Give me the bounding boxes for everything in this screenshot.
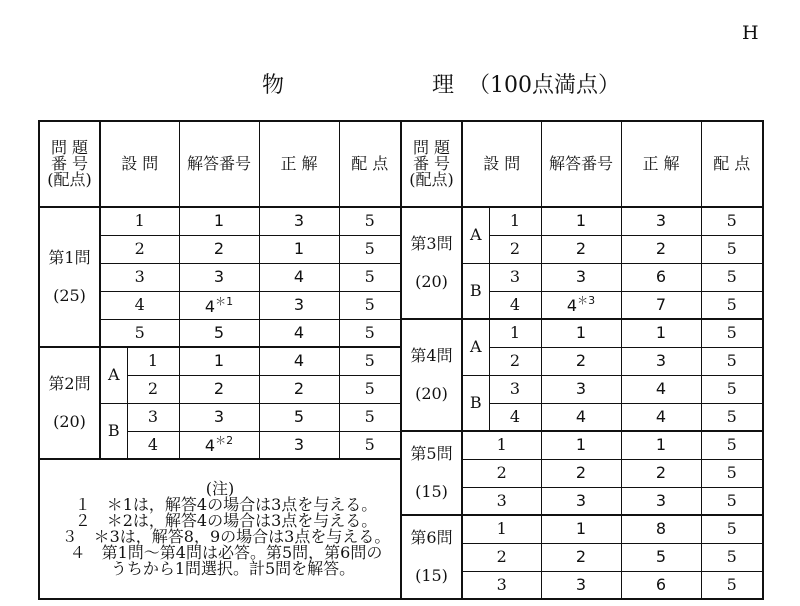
q6-correct-answer: 5 — [621, 543, 701, 571]
q5-answer-number: 3 — [541, 487, 621, 515]
header-setsumon: 設 問 — [100, 121, 179, 207]
q4-section-label — [401, 319, 462, 431]
table-row — [39, 319, 763, 347]
q6-setsumon: 1 — [462, 515, 541, 543]
q2-answer-number: 2 — [179, 375, 259, 403]
q6-correct-answer: 6 — [621, 571, 701, 599]
header-haiten-paren: (配点) — [47, 170, 92, 189]
q4-score: 5 — [701, 347, 763, 375]
q1-answer-number: 5 — [179, 319, 259, 347]
q5-score: 5 — [701, 459, 763, 487]
q3-answer-number — [541, 291, 621, 319]
q2-group-b: B — [100, 403, 127, 459]
q1-answer-number: 2 — [179, 235, 259, 263]
q2-setsumon: 3 — [127, 403, 179, 431]
q5-section-label — [401, 431, 462, 515]
q2-setsumon: 4 — [127, 431, 179, 459]
q2-answer-number-value: 4 — [204, 436, 216, 456]
q5-score: 5 — [701, 431, 763, 459]
q2-setsumon: 1 — [127, 347, 179, 375]
q3-section-label — [401, 207, 462, 319]
table-row — [39, 431, 763, 459]
q6-correct-answer: 8 — [621, 515, 701, 543]
table-row — [39, 207, 763, 235]
q4-answer-number: 2 — [541, 347, 621, 375]
q1-answer-number: 1 — [179, 207, 259, 235]
q5-answer-number: 2 — [541, 459, 621, 487]
q6-setsumon: 3 — [462, 571, 541, 599]
q1-setsumon: 1 — [100, 207, 179, 235]
q4-group-a: A — [462, 319, 489, 375]
q3-setsumon: 1 — [489, 207, 541, 235]
q1-correct-answer: 4 — [259, 263, 339, 291]
q3-score: 5 — [701, 235, 763, 263]
q5-points: (15) — [415, 482, 448, 501]
q1-section-label — [39, 207, 100, 347]
q6-points: (15) — [415, 566, 448, 585]
note-2: ２ ＊2は，解答4の場合は3点を与える。 — [74, 511, 378, 530]
q5-answer-number: 1 — [541, 431, 621, 459]
q6-setsumon: 2 — [462, 543, 541, 571]
q4-answer-number: 3 — [541, 375, 621, 403]
q3-group-a: A — [462, 207, 489, 263]
header-mondai-bango — [39, 121, 100, 207]
q1-setsumon: 4 — [100, 291, 179, 319]
q1-answer-number: 3 — [179, 263, 259, 291]
answer-key-table — [38, 120, 764, 600]
header-bango-right: 番 号 — [412, 154, 451, 173]
note-4-continued: うちから1問選択。計5問を解答。 — [110, 559, 356, 578]
q2-score: 5 — [339, 375, 401, 403]
q2-correct-answer: 2 — [259, 375, 339, 403]
header-haiten: 配 点 — [339, 121, 401, 207]
note-4: ４ 第1問～第4問は必答。第5問，第6問の — [69, 543, 383, 562]
q4-setsumon: 4 — [489, 403, 541, 431]
note-1: １ ＊1は，解答4の場合は3点を与える。 — [74, 495, 378, 514]
header-haiten-paren-right: (配点) — [409, 170, 454, 189]
header-kaito-bango: 解答番号 — [179, 121, 259, 207]
q3-setsumon: 4 — [489, 291, 541, 319]
header-haiten-right: 配 点 — [701, 121, 763, 207]
header-kaito-bango-right: 解答番号 — [541, 121, 621, 207]
header-mondai: 問 題 — [50, 138, 89, 157]
q4-correct-answer: 4 — [621, 403, 701, 431]
q1-setsumon: 2 — [100, 235, 179, 263]
q3-correct-answer: 3 — [621, 207, 701, 235]
q4-answer-number: 4 — [541, 403, 621, 431]
header-seikai-right: 正 解 — [621, 121, 701, 207]
q1-score: 5 — [339, 263, 401, 291]
q1-partial-credit-mark: ＊1 — [215, 294, 234, 308]
q5-setsumon: 1 — [462, 431, 541, 459]
q5-label: 第5問 — [410, 444, 453, 463]
q1-score: 5 — [339, 319, 401, 347]
form-version-mark: H — [742, 22, 759, 44]
q2-correct-answer: 3 — [259, 431, 339, 459]
title-part-3: （100点満点） — [468, 73, 620, 98]
q3-group-b: B — [462, 263, 489, 319]
q1-points: (25) — [53, 286, 86, 305]
q3-answer-number: 3 — [541, 263, 621, 291]
q1-label: 第1問 — [48, 248, 91, 267]
title-part-1: 物 — [262, 73, 285, 98]
q4-label: 第4問 — [410, 346, 453, 365]
q5-correct-answer: 1 — [621, 431, 701, 459]
q3-correct-answer: 6 — [621, 263, 701, 291]
q6-score: 5 — [701, 515, 763, 543]
q1-correct-answer: 3 — [259, 207, 339, 235]
q4-score: 5 — [701, 403, 763, 431]
note-3: ３ ＊3は，解答8，9の場合は3点を与える。 — [61, 527, 391, 546]
q4-answer-number: 1 — [541, 319, 621, 347]
q4-points: (20) — [415, 384, 448, 403]
q2-score: 5 — [339, 347, 401, 375]
q2-setsumon: 2 — [127, 375, 179, 403]
q4-setsumon: 1 — [489, 319, 541, 347]
q3-label: 第3問 — [410, 234, 453, 253]
q2-label: 第2問 — [48, 374, 91, 393]
q5-setsumon: 3 — [462, 487, 541, 515]
q4-correct-answer: 1 — [621, 319, 701, 347]
q3-score: 5 — [701, 263, 763, 291]
notes-box — [39, 459, 401, 599]
q5-correct-answer: 3 — [621, 487, 701, 515]
q4-correct-answer: 4 — [621, 375, 701, 403]
q1-correct-answer: 3 — [259, 291, 339, 319]
q6-section-label — [401, 515, 462, 599]
q2-answer-number — [179, 431, 259, 459]
q5-score: 5 — [701, 487, 763, 515]
q1-score: 5 — [339, 291, 401, 319]
q2-answer-number: 3 — [179, 403, 259, 431]
q6-answer-number: 2 — [541, 543, 621, 571]
q4-correct-answer: 3 — [621, 347, 701, 375]
q6-answer-number: 3 — [541, 571, 621, 599]
q2-score: 5 — [339, 403, 401, 431]
q6-answer-number: 1 — [541, 515, 621, 543]
q6-score: 5 — [701, 571, 763, 599]
q1-setsumon: 3 — [100, 263, 179, 291]
q3-setsumon: 3 — [489, 263, 541, 291]
header-bango: 番 号 — [50, 154, 89, 173]
q3-points: (20) — [415, 272, 448, 291]
header-setsumon-right: 設 問 — [462, 121, 541, 207]
q1-answer-number — [179, 291, 259, 319]
q1-correct-answer: 4 — [259, 319, 339, 347]
q1-score: 5 — [339, 207, 401, 235]
q1-setsumon: 5 — [100, 319, 179, 347]
header-mondai-right: 問 題 — [412, 138, 451, 157]
q2-section-label — [39, 347, 100, 459]
q5-setsumon: 2 — [462, 459, 541, 487]
notes-heading: (注) — [205, 479, 235, 498]
q3-score: 5 — [701, 207, 763, 235]
q3-answer-number: 2 — [541, 235, 621, 263]
q4-score: 5 — [701, 319, 763, 347]
q2-correct-answer: 4 — [259, 347, 339, 375]
header-seikai: 正 解 — [259, 121, 339, 207]
q2-group-a: A — [100, 347, 127, 403]
q5-correct-answer: 2 — [621, 459, 701, 487]
q3-answer-number-value: 4 — [566, 296, 578, 316]
q1-score: 5 — [339, 235, 401, 263]
q4-group-b: B — [462, 375, 489, 431]
q4-setsumon: 2 — [489, 347, 541, 375]
q3-score: 5 — [701, 291, 763, 319]
q3-correct-answer: 7 — [621, 291, 701, 319]
header-mondai-bango-right — [401, 121, 462, 207]
q6-label: 第6問 — [410, 528, 453, 547]
q4-score: 5 — [701, 375, 763, 403]
q2-score: 5 — [339, 431, 401, 459]
page-title — [0, 64, 800, 100]
q1-answer-number-value: 4 — [204, 296, 216, 316]
q6-score: 5 — [701, 543, 763, 571]
q2-answer-number: 1 — [179, 347, 259, 375]
q2-correct-answer: 5 — [259, 403, 339, 431]
q3-correct-answer: 2 — [621, 235, 701, 263]
q2-partial-credit-mark: ＊2 — [215, 434, 234, 448]
q4-setsumon: 3 — [489, 375, 541, 403]
q3-answer-number: 1 — [541, 207, 621, 235]
q1-correct-answer: 1 — [259, 235, 339, 263]
header-row — [39, 121, 763, 207]
q2-points: (20) — [53, 412, 86, 431]
title-part-2: 理 — [432, 73, 455, 98]
q3-setsumon: 2 — [489, 235, 541, 263]
q3-partial-credit-mark: ＊3 — [577, 294, 596, 308]
